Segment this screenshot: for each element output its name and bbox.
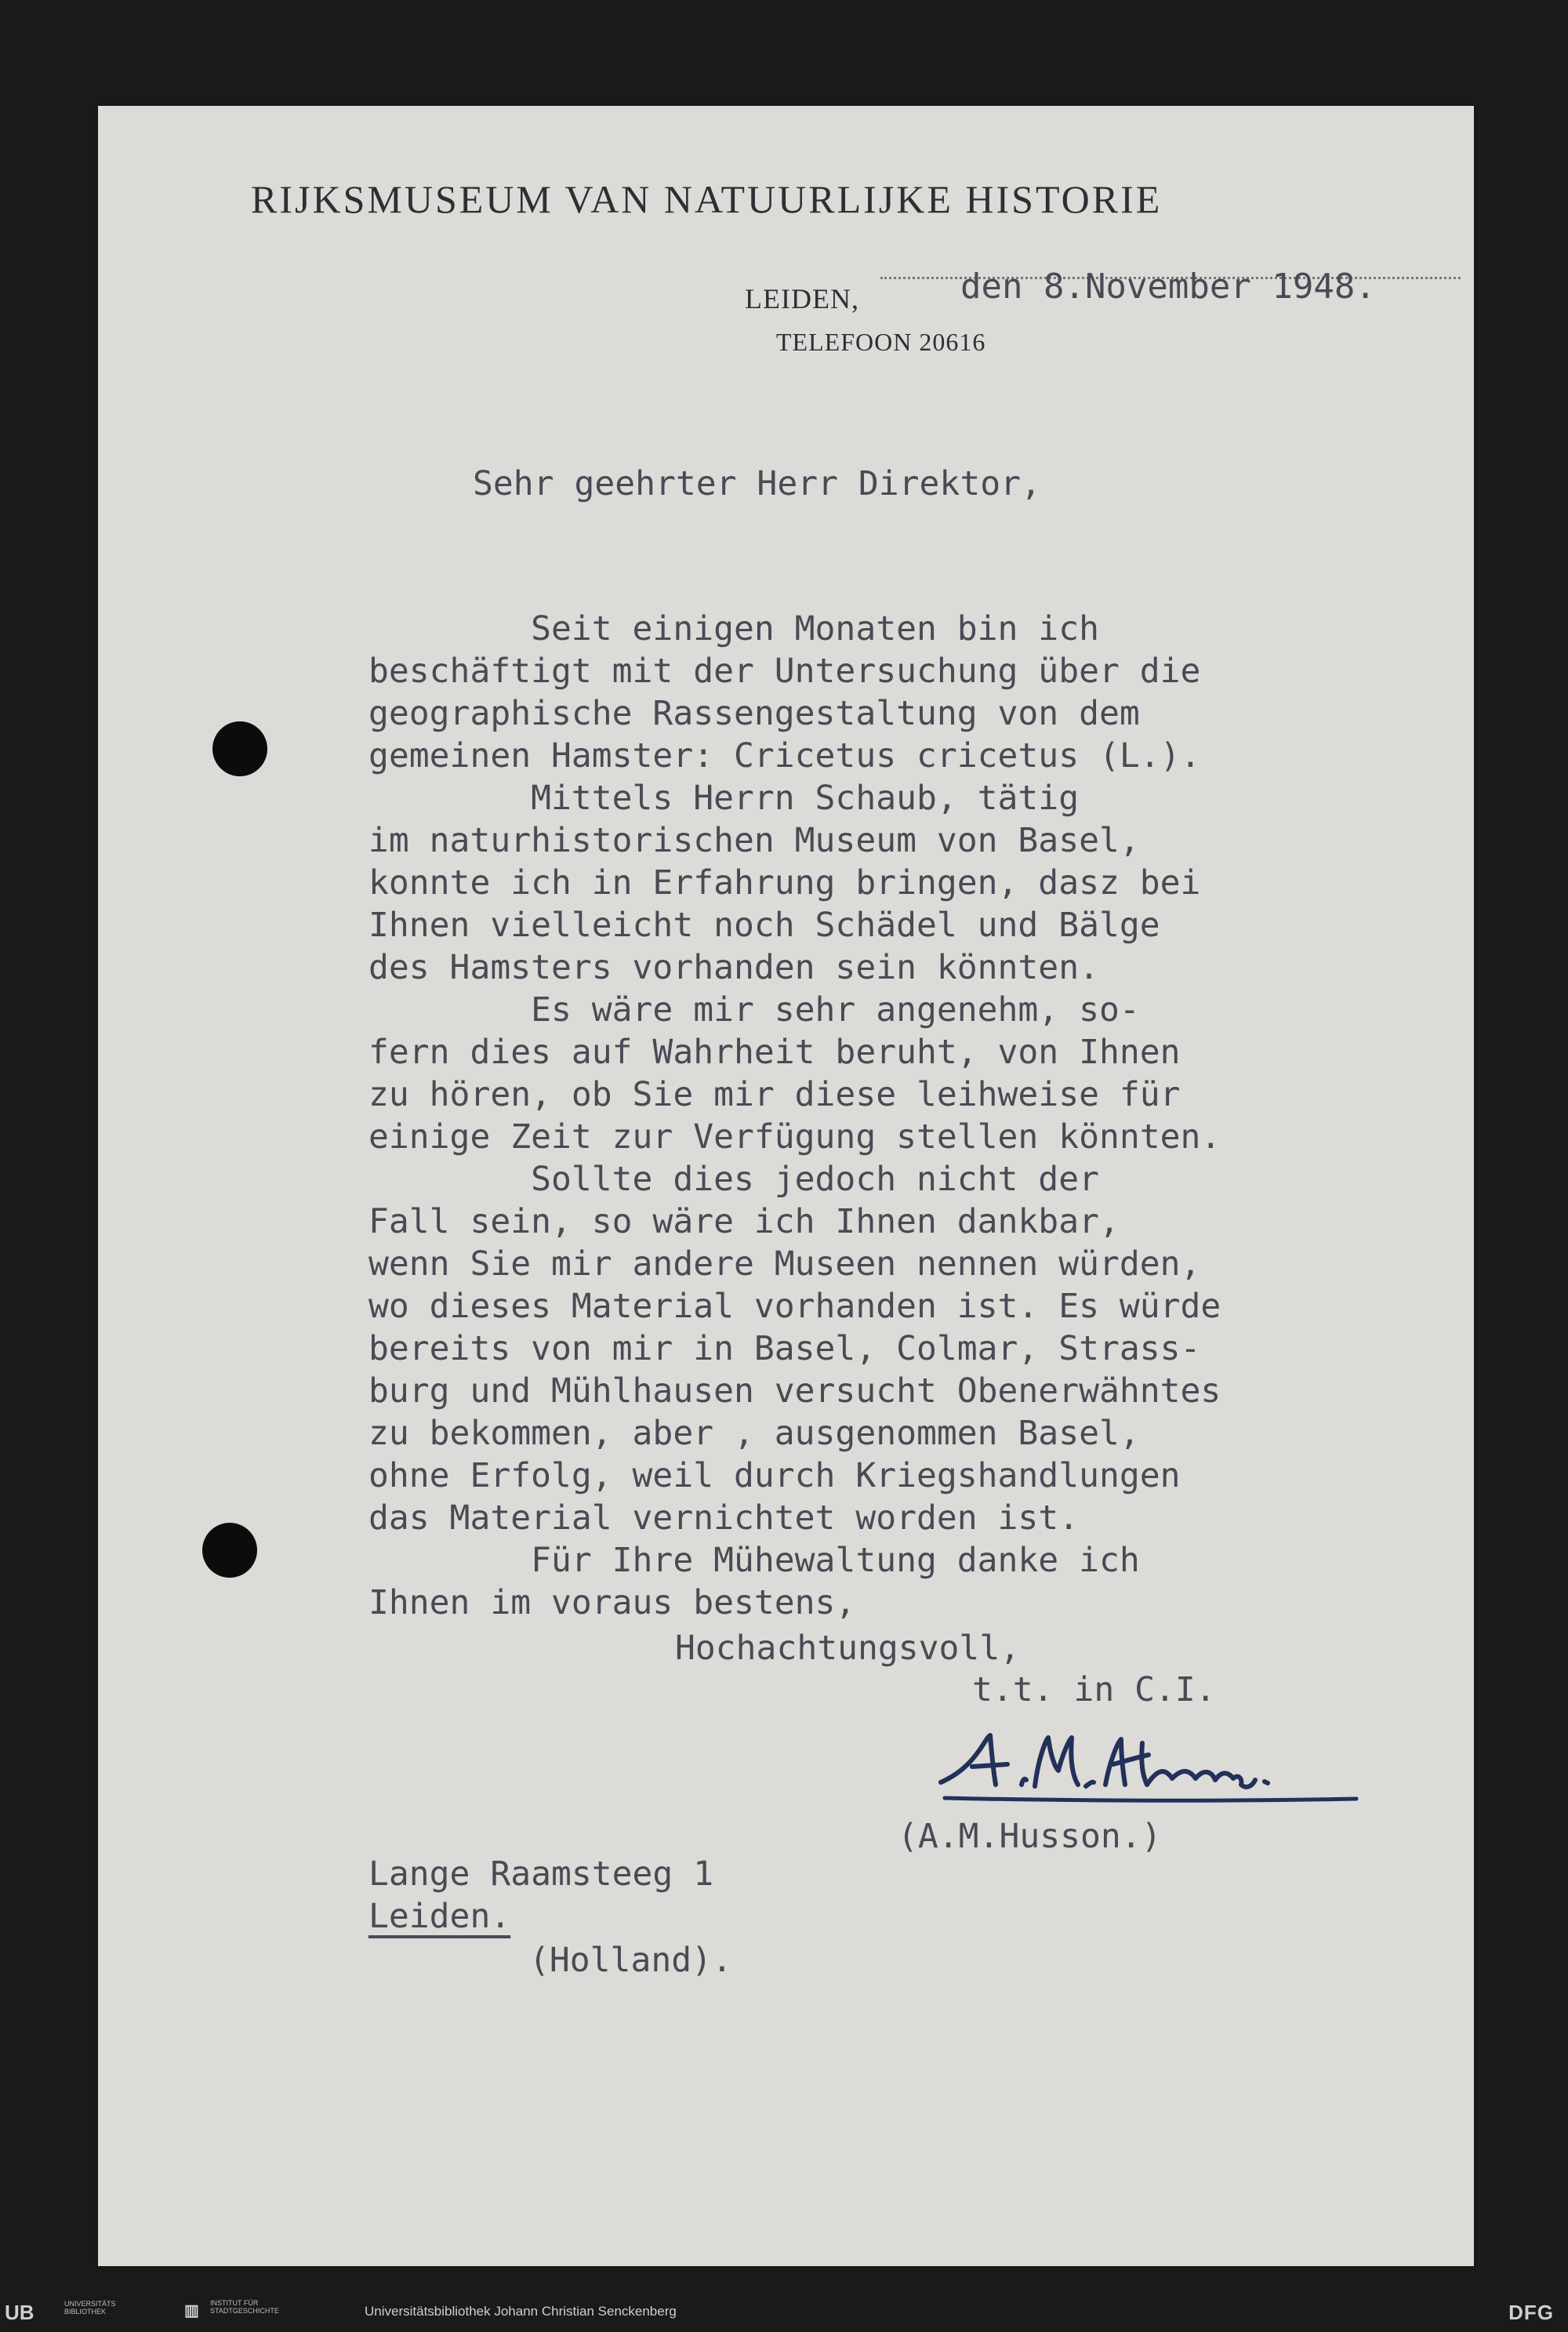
ub-logo-text: UNIVERSITÄTS BIBLIOTHEK [64,2300,116,2316]
handwritten-signature [929,1724,1368,1810]
body-line: einige Zeit zur Verfügung stellen könnten. [368,1117,1221,1157]
signature-name: (A.M.Husson.) [898,1817,1162,1856]
address-line-1: Lange Raamsteeg 1 [368,1854,714,1894]
letterhead-telephone: TELEFOON 20616 [776,328,986,356]
letterhead-museum-name: RIJKSMUSEUM VAN NATUURLIJKE HISTORIE [251,177,1163,221]
body-line: konnte ich in Erfahrung bringen, dasz bei [368,863,1201,903]
closing: Hochachtungsvoll, [675,1629,1021,1668]
library-credit: Universitätsbibliothek Johann Christian Senckenberg [365,2304,677,2319]
letterhead-place: LEIDEN, [745,283,859,314]
salutation: Sehr geehrter Herr Direktor, [473,464,1041,503]
body-line: gemeinen Hamster: Cricetus cricetus (L.). [368,736,1201,776]
body-line: im naturhistorischen Museum von Basel, [368,821,1140,860]
body-line: zu hören, ob Sie mir diese leihweise für [368,1075,1181,1114]
body-line: fern dies auf Wahrheit beruht, von Ihnen [368,1033,1181,1072]
address-city: Leiden. [368,1897,511,1936]
body-line: das Material vernichtet worden ist. [368,1498,1080,1538]
body-line: des Hamsters vorhanden sein könnten. [368,948,1099,987]
body-line: Sollte dies jedoch nicht der [368,1160,1099,1199]
letter-date: den 8.November 1948. [960,267,1376,307]
punch-hole-upper [212,721,267,776]
archive-footer-bar [0,2293,1568,2332]
body-line: Fall sein, so wäre ich Ihnen dankbar, [368,1202,1120,1241]
body-line: Es wäre mir sehr angenehm, so- [368,990,1140,1030]
letter-body [368,608,1221,1624]
punch-hole-lower [202,1523,257,1578]
dfg-logo: DFG [1508,2301,1554,2324]
body-line: ohne Erfolg, weil durch Kriegshandlungen [368,1456,1181,1495]
address-country: (Holland). [529,1941,732,1980]
institute-logo-icon: ▥ [184,2302,199,2319]
body-line: wo dieses Material vorhanden ist. Es würde [368,1287,1221,1326]
closing-note: t.t. in C.I. [972,1670,1216,1709]
ub-logo: UB [5,2301,34,2324]
body-line: Ihnen vielleicht noch Schädel und Bälge [368,906,1160,945]
body-line: geographische Rassengestaltung von dem [368,694,1140,733]
body-line: burg und Mühlhausen versucht Obenerwähntes [368,1371,1221,1411]
body-line: Mittels Herrn Schaub, tätig [368,779,1080,818]
institute-text: INSTITUT FÜR STADTGESCHICHTE [210,2299,279,2315]
letter-sheet [98,106,1474,2266]
body-line: beschäftigt mit der Untersuchung über die [368,652,1201,691]
body-line: wenn Sie mir andere Museen nennen würden, [368,1244,1201,1284]
body-line: bereits von mir in Basel, Colmar, Strass- [368,1329,1201,1368]
body-line: Ihnen im voraus bestens, [368,1583,856,1622]
body-line: Für Ihre Mühewaltung danke ich [368,1541,1140,1580]
body-line: Seit einigen Monaten bin ich [368,609,1099,648]
body-line: zu bekommen, aber , ausgenommen Basel, [368,1414,1140,1453]
